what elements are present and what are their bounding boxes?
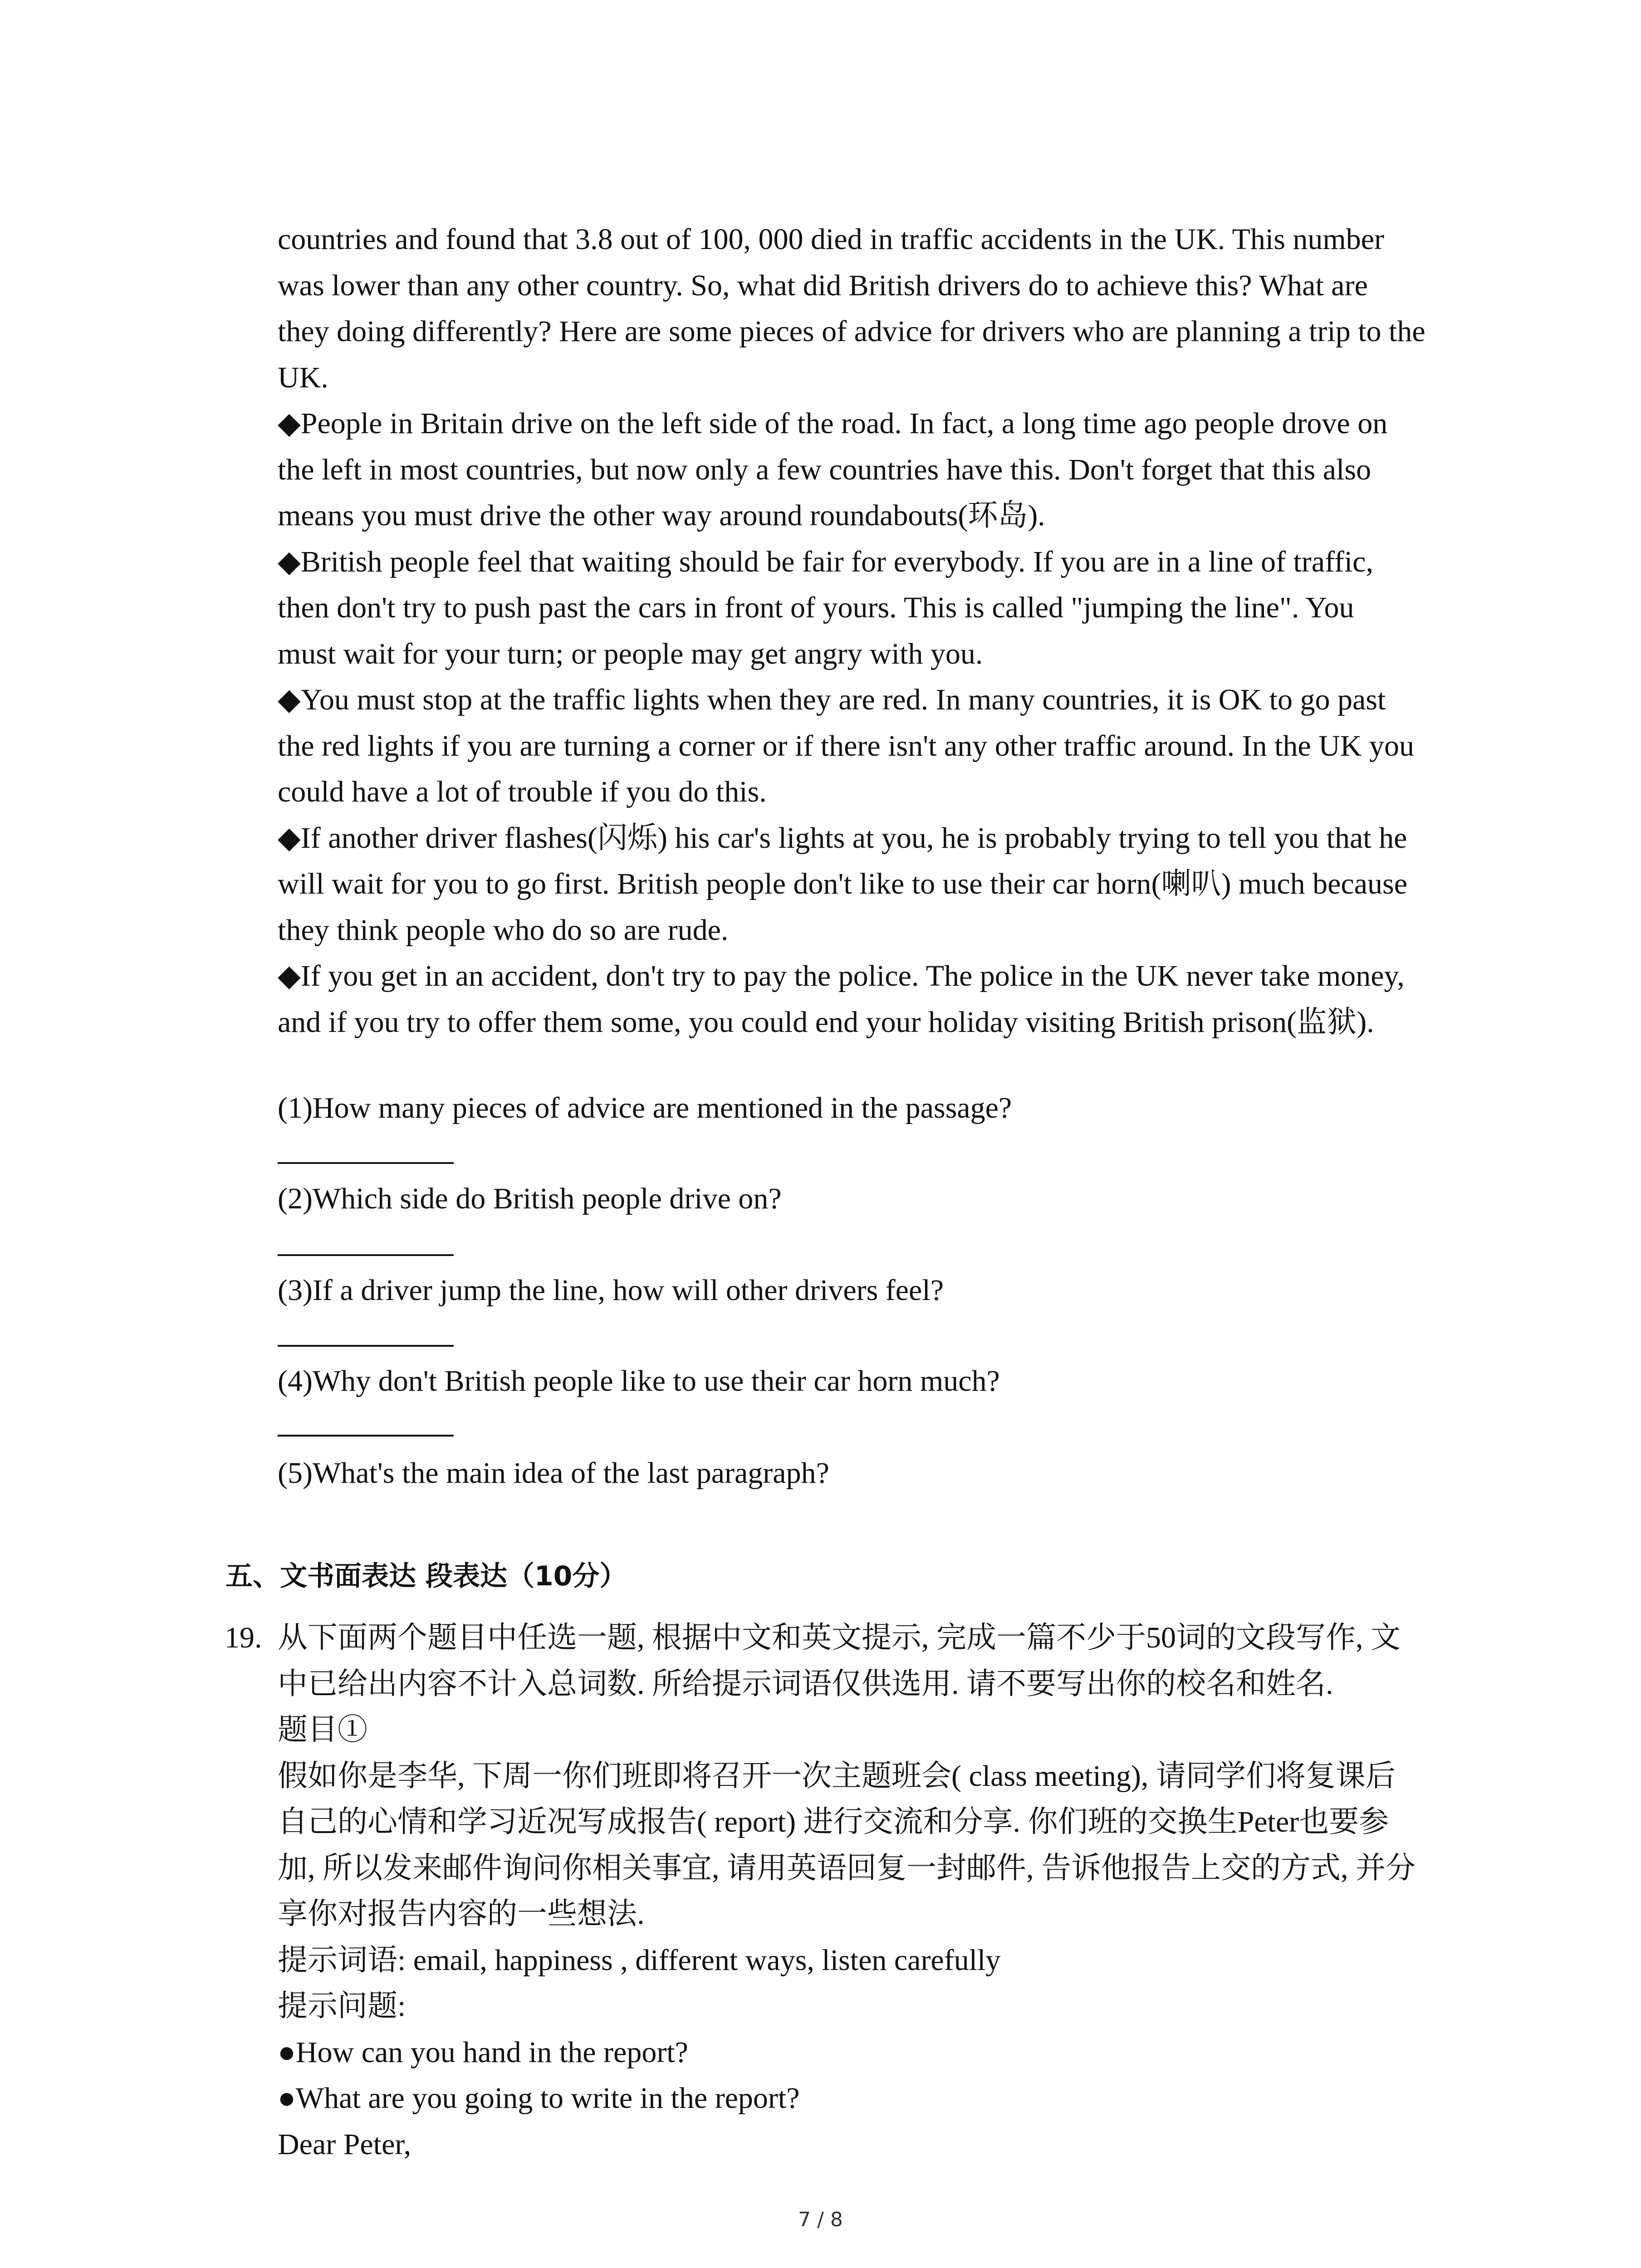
section-heading: 五、文书面表达 段表达（10分） [225, 1560, 627, 1592]
question-number: 19. [225, 1621, 262, 1654]
writing-line: 提示词语: email, happiness , different ways, listen carefully [278, 1943, 1001, 1977]
writing-line: ●How can you hand in the report? [278, 2035, 688, 2069]
passage-line: then don't try to push past the cars in front of yours. This is called "jumping the line". You [278, 591, 1354, 624]
answer-blank-3[interactable] [278, 1345, 454, 1347]
passage-line: ◆If another driver flashes(闪烁) his car's lights at you, he is probably trying to tell you that he [278, 821, 1407, 855]
question-4: (4)Why don't British people like to use their car horn much? [278, 1364, 1000, 1398]
writing-line: 享你对报告内容的一些想法. [278, 1897, 645, 1931]
passage-line: ◆British people feel that waiting should be fair for everybody. If you are in a line of traffic, [278, 545, 1373, 578]
passage-line: could have a lot of trouble if you do this. [278, 775, 767, 808]
passage-line: countries and found that 3.8 out of 100, 000 died in traffic accidents in the UK. This number [278, 223, 1385, 256]
reading-passage [278, 216, 1466, 1045]
question-2: (2)Which side do British people drive on? [278, 1182, 782, 1215]
answer-blank-4[interactable] [278, 1435, 454, 1437]
writing-line: 假如你是李华, 下周一你们班即将召开一次主题班会( class meeting), 请同学们将复课后 [278, 1759, 1396, 1793]
writing-line: 从下面两个题目中任选一题, 根据中文和英文提示, 完成一篇不少于50词的文段写作, 文 [278, 1621, 1401, 1654]
writing-line: Dear Peter, [278, 2127, 411, 2161]
passage-line: the left in most countries, but now only a few countries have this. Don't forget that this also [278, 453, 1372, 486]
question-1: (1)How many pieces of advice are mentioned in the passage? [278, 1091, 1012, 1124]
writing-task [278, 1615, 1466, 2167]
writing-line: 加, 所以发来邮件询问你相关事宜, 请用英语回复一封邮件, 告诉他报告上交的方式, 并分 [278, 1851, 1416, 1885]
question-3: (3)If a driver jump the line, how will other drivers feel? [278, 1274, 944, 1307]
answer-blank-1[interactable] [278, 1162, 454, 1164]
passage-line: ◆You must stop at the traffic lights when they are red. In many countries, it is OK to go past [278, 683, 1386, 716]
passage-line: was lower than any other country. So, what did British drivers do to achieve this? What are [278, 269, 1368, 302]
writing-line: 自己的心情和学习近况写成报告( report) 进行交流和分享. 你们班的交换生Peter也要参 [278, 1805, 1389, 1838]
passage-line: the red lights if you are turning a corner or if there isn't any other traffic around. In the UK you [278, 729, 1415, 763]
passage-line: UK. [278, 361, 328, 394]
answer-blank-2[interactable] [278, 1254, 454, 1256]
passage-line: ◆If you get in an accident, don't try to pay the police. The police in the UK never take money, [278, 959, 1405, 992]
passage-line: ◆People in Britain drive on the left side of the road. In fact, a long time ago people drove on [278, 407, 1388, 440]
writing-line: ●What are you going to write in the report? [278, 2082, 800, 2115]
passage-line: must wait for your turn; or people may get angry with you. [278, 637, 983, 670]
passage-line: they doing differently? Here are some pieces of advice for drivers who are planning a trip to the [278, 315, 1425, 348]
page-number: 7 / 8 [798, 2208, 843, 2231]
writing-line: 提示问题: [278, 1989, 406, 2023]
passage-line: and if you try to offer them some, you could end your holiday visiting British prison(监狱). [278, 1005, 1374, 1039]
writing-line: 中已给出内容不计入总词数. 所给提示词语仅供选用. 请不要写出你的校名和姓名. [278, 1667, 1333, 1701]
passage-line: means you must drive the other way around roundabouts(环岛). [278, 499, 1045, 532]
writing-line: 题目① [278, 1713, 367, 1746]
passage-line: will wait for you to go first. British people don't like to use their car horn(喇叭) much because [278, 867, 1407, 900]
question-5: (5)What's the main idea of the last paragraph? [278, 1457, 829, 1490]
passage-line: they think people who do so are rude. [278, 913, 729, 947]
